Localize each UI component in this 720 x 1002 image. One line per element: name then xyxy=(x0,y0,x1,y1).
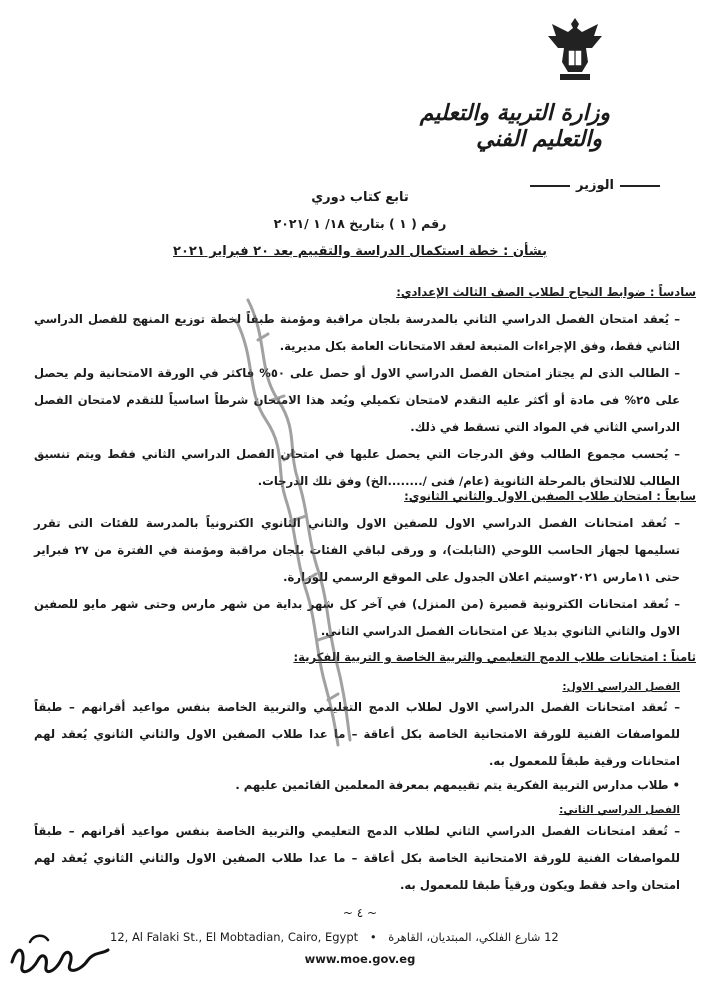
section-8-title: ثامناً : امتحانات طلاب الدمج التعليمي والتربية الخاصة و التربية الفكرية: xyxy=(293,650,696,664)
section-7-title: سابعاً : امتحان طلاب الصفين الاول والثاني الثانوي: xyxy=(404,489,696,503)
page-number: ~ ٤ ~ xyxy=(342,906,378,920)
section-6-title: سادساً : ضوابط النجاح لطلاب الصف الثالث الإعدادي: xyxy=(396,285,696,299)
section-7-item-2: – تُعقد امتحانات الكترونية قصيرة (من المنزل) في آخر كل شهر بداية من شهر مارس وحتى شهر مايو للصفين الاول والثاني الثانوي بديلا عن امتحانات الفصل الدراسي الثاني. xyxy=(34,597,680,638)
minister-label: الوزير xyxy=(500,178,690,193)
section-6-item-3: – يُحسب مجموع الطالب وفق الدرجات التي يحصل عليها في امتحان الفصل الدراسي الثاني فقط ويتم تنسيق الطالب للالتحاق بالمرحلة الثانوية (عام/ فنى /........الخ) وفق تلك الدرجات. xyxy=(34,447,680,488)
section-6-item-2: – الطالب الذى لم يجتاز امتحان الفصل الدراسي الاول أو حصل على ٥٠% فاكثر في الورقة الامتحانية ولم يحصل على ٢٥% فى مادة أو أكثر عليه التقدم لامتحان تكميلي ويُعد هذا الامتحان شرطاً اساسياً للتقدم لامتحان الفصل الدراسي الثاني في المواد التي تسقط في ذلك. xyxy=(34,366,681,434)
footer-address-ar: 12 شارع الفلكي، المبتديان، القاهرة xyxy=(388,930,559,944)
eagle-emblem-icon xyxy=(546,14,604,84)
doc-subject: بشأن : خطة استكمال الدراسة والتقييم بعد ٢٠ فبراير ٢٠٢١ xyxy=(173,244,547,259)
ministry-logo-text: وزارة التربية والتعليم والتعليم الفني xyxy=(419,100,610,152)
section-8-item-2: • طلاب مدارس التربية الفكرية يتم تقييمهم بمعرفة المعلمين القائمين عليهم . xyxy=(235,778,680,792)
handwritten-signature xyxy=(4,922,114,992)
footer-address-en: 12, Al Falaki St., El Mobtadian, Cairo, Egypt xyxy=(110,930,359,944)
footer-bullet: • xyxy=(369,930,377,944)
section-8-item-3: – تُعقد امتحانات الفصل الدراسي الثاني لطلاب الدمج التعليمي والتربية الخاصة بنفس مواعيد أقرانهم – طبقاً للمواصفات الفنية للورقة الامتحانية الخاصة بكل أعاقة – ما عدا طلاب الصفين الاول والثاني الثانوي يُعقد لهم امتحان واحد فقط ويكون ورقياً طبقا للمعمول به. xyxy=(34,824,680,892)
doc-number: رقم ( ١ ) بتاريخ ١٨/ ١ /٢٠٢١ xyxy=(273,216,447,231)
section-8-subtitle-2: الفصل الدراسي الثاني: xyxy=(559,804,680,816)
footer-website: www.moe.gov.eg xyxy=(304,952,416,966)
section-7-item-1: – تُعقد امتحانات الفصل الدراسي الاول للصفين الاول والثاني الثانوي الكترونياً بالمدرسة للفئات التى تقرر تسليمها لجهاز الحاسب اللوحي (التابلت)، و ورقى لباقي الفئات بلجان مراقبة ومؤمنة في الفترة من ٢٧ فبراير حتى ١١مارس ٢٠٢١وسيتم اعلان الجدول على الموقع الرسمي للوزارة. xyxy=(34,516,680,584)
doc-title: تابع كتاب دوري xyxy=(311,190,409,205)
section-6-item-1: – يُعقد امتحان الفصل الدراسي الثاني بالمدرسة بلجان مراقبة ومؤمنة طبقاً لخطة توزيع المنهج للفصل الدراسي الثاني فقط، وفق الإجراءات المتبعة لعقد الامتحانات العامة بكل مديرية. xyxy=(34,312,680,353)
diagonal-stamp-watermark xyxy=(228,280,358,750)
footer-address xyxy=(110,930,590,944)
section-8-subtitle-1: الفصل الدراسي الاول: xyxy=(562,681,680,693)
section-8-item-1: – تُعقد امتحانات الفصل الدراسي الاول لطلاب الدمج التعليمي والتربية الخاصة بنفس مواعيد أقرانهم – طبقاً للمواصفات الفنية للورقة الامتحانية الخاصة بكل أعاقة – ما عدا طلاب الصفين الاول والثاني الثانوي يُعقد لهم امتحانات ورقية طبقاً للمعمول به. xyxy=(34,700,680,768)
